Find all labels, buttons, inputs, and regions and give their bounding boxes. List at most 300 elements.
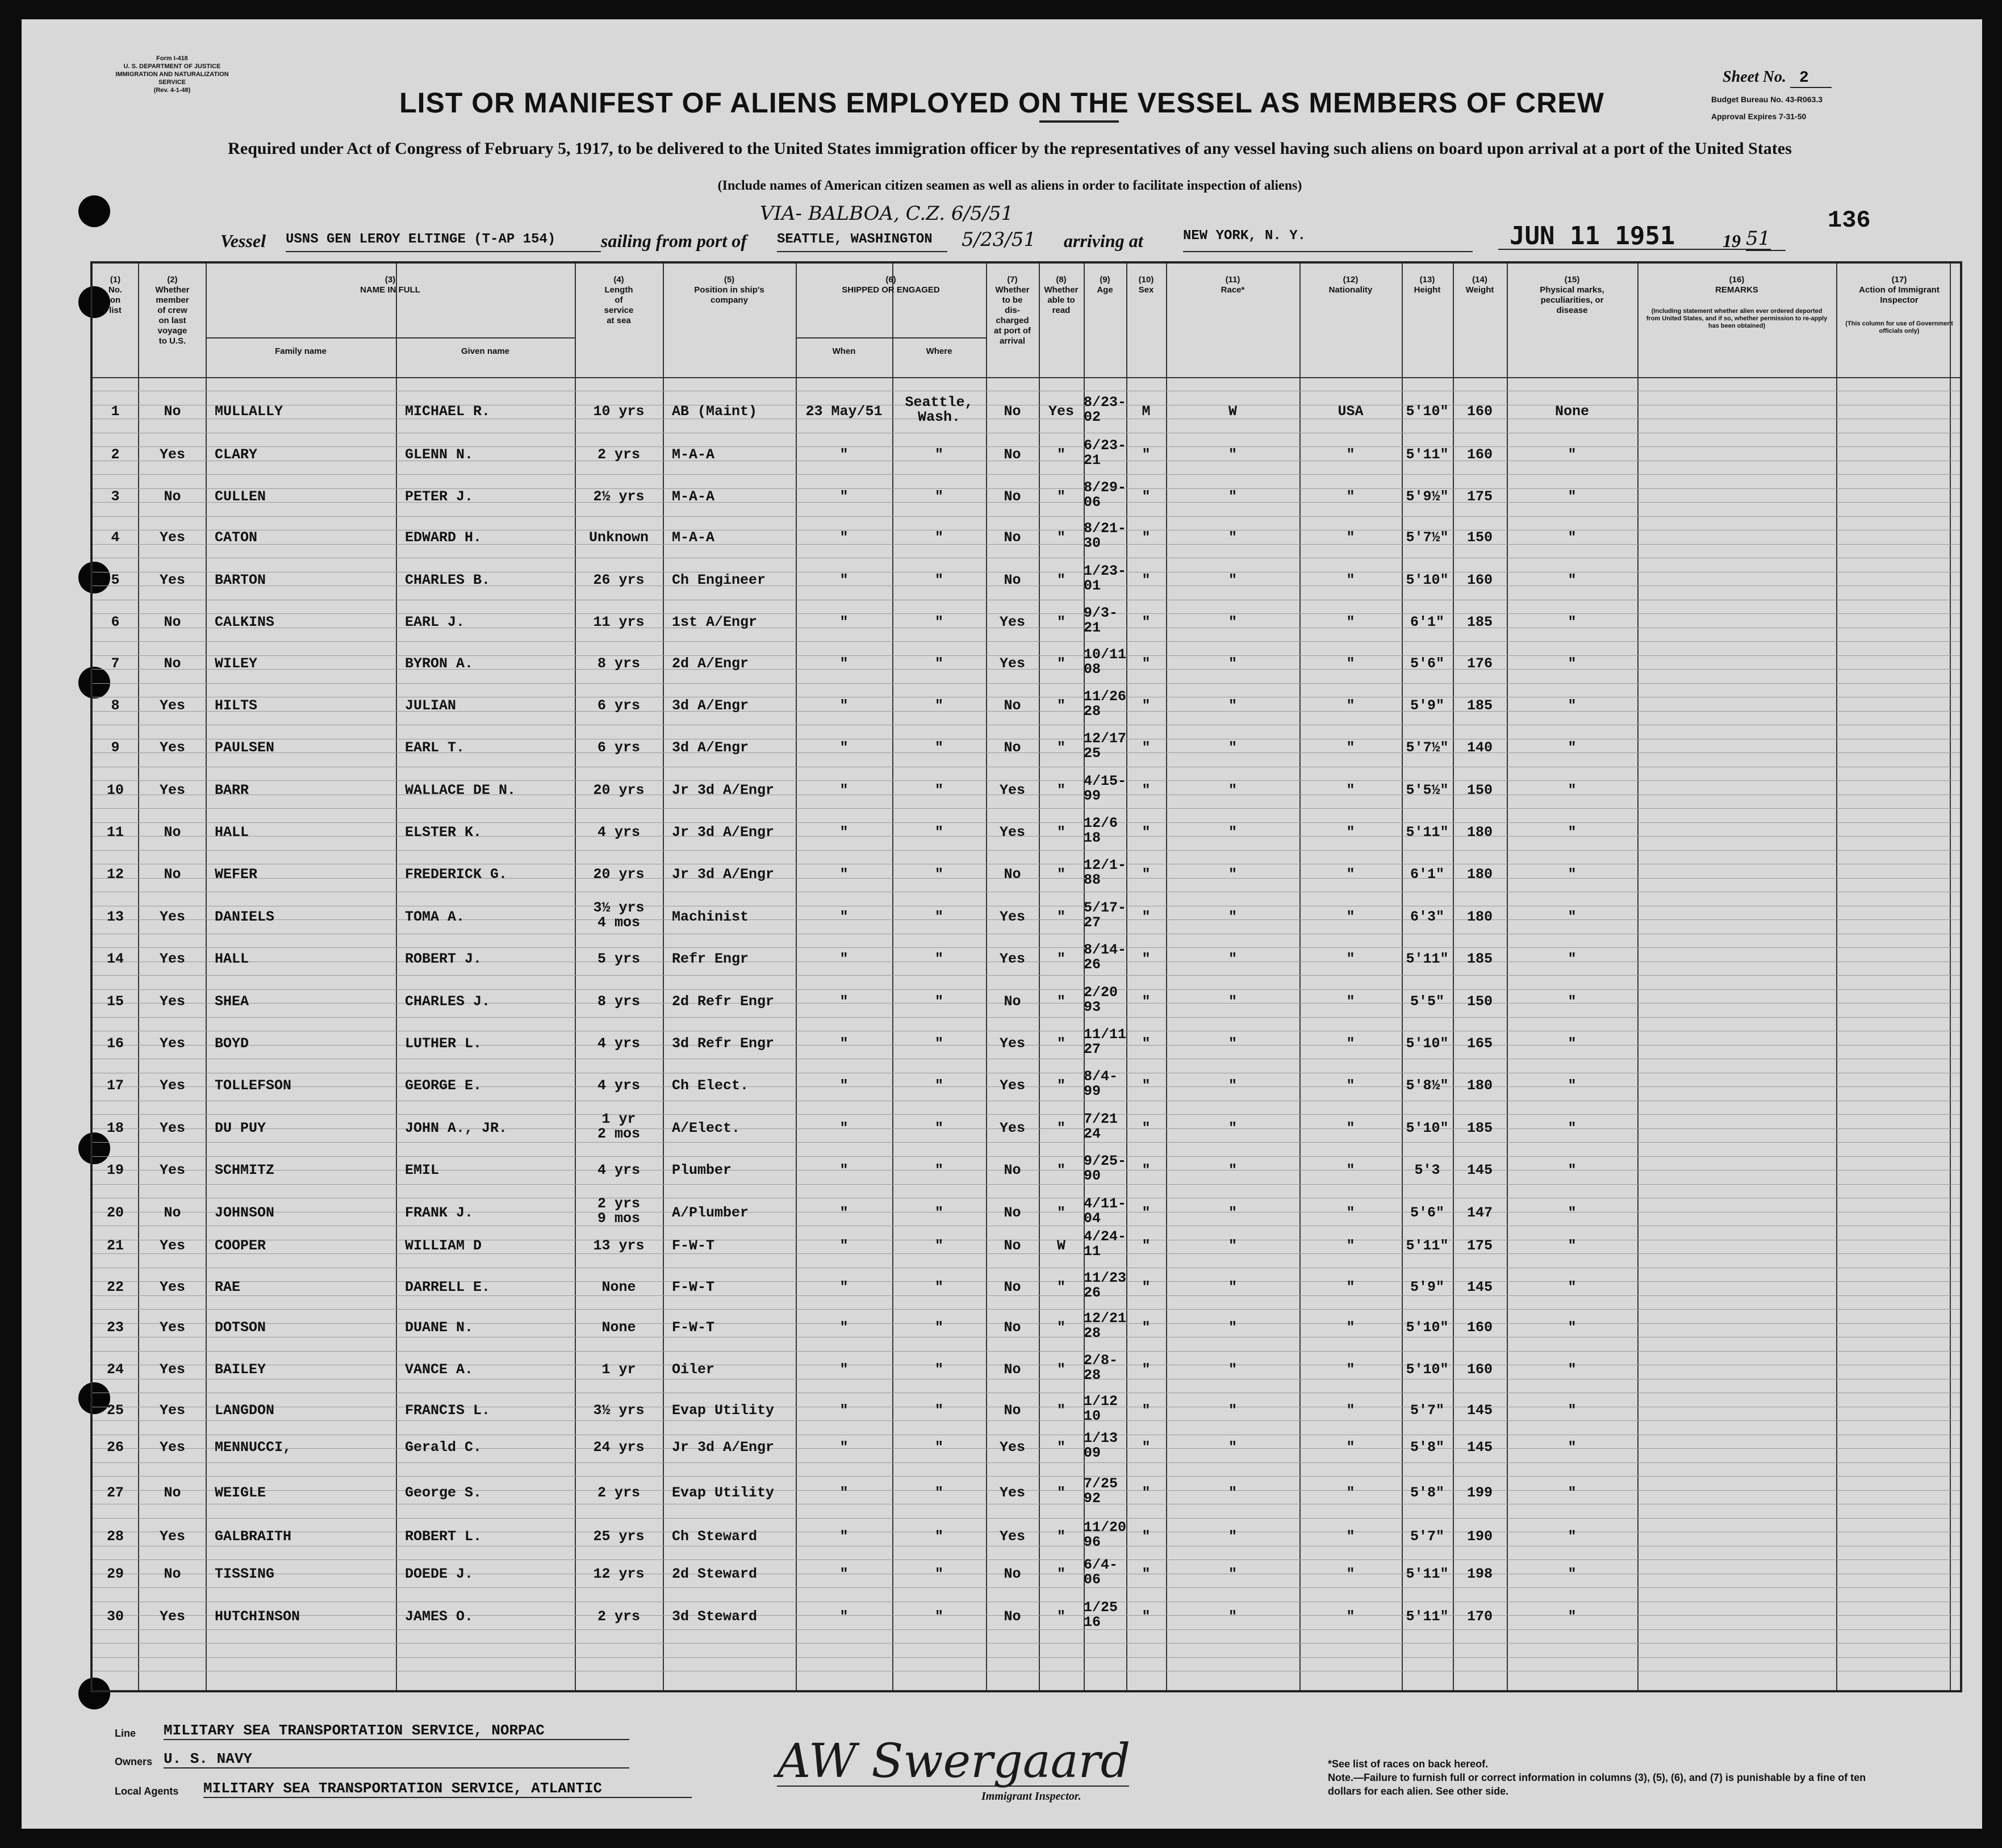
sheet-label: Sheet No. [1723,68,1786,86]
cell-age: 1/23- 01 [1084,563,1127,594]
cell-weight: 140 [1466,739,1493,756]
cell-race: " [1228,782,1237,798]
cell-position: M-A-A [672,446,715,463]
cell-position: F-W-T [672,1279,715,1295]
cell-read: " [1056,572,1065,588]
cell-where: " [934,824,943,841]
cell-weight: 160 [1466,446,1493,463]
cell-family: BARR [215,782,249,798]
cell-read: Yes [1048,403,1074,420]
cell-given: EDWARD H. [405,529,482,546]
cell-nat: " [1346,1439,1355,1456]
cell-service: 1 yr [601,1361,636,1378]
cell-given: TOMA A. [405,909,465,925]
col-header-given-name: Given name [461,346,510,356]
cell-given: WALLACE DE N. [405,782,516,798]
cell-where: " [934,1237,943,1254]
cell-no: 11 [106,824,124,841]
crew-table [90,261,1962,1692]
cell-height: 5'11" [1406,1566,1449,1582]
cell-family: BOYD [215,1035,249,1052]
cell-service: 2 yrs 9 mos [597,1195,640,1227]
cell-where: " [934,951,943,967]
cell-service: 8 yrs [597,993,640,1010]
cell-height: 5'10" [1406,1035,1449,1052]
cell-no: 2 [111,446,120,463]
cell-discharge: No [1004,993,1021,1010]
row-rule [93,1518,1960,1519]
col-header-height: (13) Height [1414,275,1441,295]
cell-age: 8/29- 06 [1084,479,1127,511]
cell-read: " [1056,866,1065,883]
cell-position: 2d Steward [672,1566,758,1582]
cell-family: JOHNSON [215,1205,275,1221]
cell-prev: No [164,1566,181,1582]
cell-prev: Yes [159,1162,185,1178]
cell-where: " [934,1439,943,1456]
cell-position: Ch Elect. [672,1077,749,1094]
cell-position: M-A-A [672,488,715,505]
cell-position: AB (Maint) [672,403,758,420]
cell-discharge: Yes [999,824,1025,841]
cell-family: CLARY [215,446,258,463]
cell-given: DOEDE J. [405,1566,474,1582]
cell-discharge: No [1004,866,1021,883]
cell-nat: " [1346,1566,1355,1582]
cell-no: 5 [111,572,120,588]
cell-marks: " [1568,1205,1577,1221]
cell-sex: " [1142,1162,1151,1178]
cell-sex: " [1142,1361,1151,1378]
cell-prev: No [164,1485,181,1501]
cell-when: " [839,446,849,463]
cell-age: 1/25 16 [1084,1599,1118,1630]
cell-weight: 150 [1466,529,1493,546]
col-header-weight: (14) Weight [1465,275,1494,295]
cell-where: " [934,909,943,925]
cell-sex: " [1142,1120,1151,1136]
line-label: Line [115,1728,136,1739]
cell-given: VANCE A. [405,1361,474,1378]
cell-family: GALBRAITH [215,1528,292,1545]
cell-weight: 185 [1466,1120,1493,1136]
cell-position: Plumber [672,1162,732,1178]
cell-read: " [1056,1361,1065,1378]
cell-position: F-W-T [672,1319,715,1336]
cell-when: " [839,572,849,588]
cell-sex: " [1142,739,1151,756]
arriving-label: arriving at [1064,231,1143,251]
cell-discharge: No [1004,697,1021,714]
cell-weight: 145 [1466,1439,1493,1456]
cell-race: " [1228,1402,1237,1419]
race-note: *See list of races on back hereof. [1328,1758,1489,1770]
cell-service: 13 yrs [593,1237,645,1254]
cell-nat: " [1346,1035,1355,1052]
cell-read: " [1056,993,1065,1010]
cell-given: DARRELL E. [405,1279,491,1295]
cell-service: 2 yrs [597,1608,640,1625]
cell-prev: Yes [159,993,185,1010]
row-rule [93,1184,1960,1185]
cell-weight: 160 [1466,1361,1493,1378]
cell-sex: " [1142,1077,1151,1094]
cell-race: " [1228,529,1237,546]
cell-age: 11/20 96 [1084,1519,1127,1550]
cell-nat: " [1346,866,1355,883]
col-header-previous-voyage: (2) Whether member of crew on last voyage to U.S. [155,275,190,346]
cell-height: 5'10" [1406,572,1449,588]
header-rule [93,377,1960,378]
cell-height: 5'10" [1406,1319,1449,1336]
cell-race: " [1228,739,1237,756]
cell-when: " [839,909,849,925]
cell-nat: " [1346,1162,1355,1178]
cell-height: 5'7" [1410,1528,1444,1545]
cell-service: 25 yrs [593,1528,645,1545]
cell-height: 5'9½" [1406,488,1449,505]
footnote-block [1328,1757,1896,1798]
cell-given: JOHN A., JR. [405,1120,508,1136]
row-rule [93,1114,1960,1115]
cell-sex: " [1142,614,1151,630]
cell-when: " [839,1608,849,1625]
cell-given: JULIAN [405,697,457,714]
cell-age: 10/11 08 [1084,646,1127,678]
cell-weight: 180 [1466,909,1493,925]
cell-position: Jr 3d A/Engr [672,782,775,798]
cell-given: CHARLES B. [405,572,491,588]
cell-nat: " [1346,1319,1355,1336]
cell-height: 5'11" [1406,1608,1449,1625]
cell-when: " [839,951,849,967]
cell-position: Ch Engineer [672,572,766,588]
cell-where: " [934,572,943,588]
cell-height: 5'7½" [1406,739,1449,756]
cell-height: 5'11" [1406,824,1449,841]
cell-where: " [934,866,943,883]
cell-family: BAILEY [215,1361,266,1378]
cell-weight: 145 [1466,1402,1493,1419]
cell-sex: " [1142,1528,1151,1545]
cell-where: " [934,1528,943,1545]
cell-marks: " [1568,1120,1577,1136]
cell-height: 5'11" [1406,446,1449,463]
service: IMMIGRATION AND NATURALIZATION SERVICE [115,71,229,86]
cell-when: " [839,1402,849,1419]
cell-discharge: No [1004,1237,1021,1254]
cell-read: " [1056,1608,1065,1625]
cell-discharge: No [1004,1361,1021,1378]
cell-given: George S. [405,1485,482,1501]
col-header-position: (5) Position in ship's company [694,275,764,305]
cell-race: " [1228,1237,1237,1254]
cell-age: 4/24- 11 [1084,1228,1127,1260]
cell-age: 8/21- 30 [1084,520,1127,551]
cell-no: 20 [106,1205,124,1221]
cell-read: " [1056,1162,1065,1178]
cell-when: " [839,1162,849,1178]
cell-no: 8 [111,697,120,714]
cell-family: CULLEN [215,488,266,505]
cell-race: " [1228,1566,1237,1582]
cell-position: Jr 3d A/Engr [672,1439,775,1456]
row-rule [93,1657,1960,1658]
cell-prev: No [164,866,181,883]
cell-prev: No [164,488,181,505]
cell-nat: USA [1338,403,1364,420]
row-rule [93,1629,1960,1630]
cell-when: " [839,782,849,798]
cell-service: None [601,1319,636,1336]
cell-service: 5 yrs [597,951,640,967]
cell-no: 25 [106,1402,124,1419]
cell-nat: " [1346,951,1355,967]
col-header-age: (9) Age [1097,275,1113,295]
cell-nat: " [1346,1120,1355,1136]
cell-when: " [839,1361,849,1378]
cell-discharge: Yes [999,782,1025,798]
cell-family: LANGDON [215,1402,275,1419]
cell-age: 9/3- 21 [1084,605,1118,636]
cell-height: 5'8" [1410,1485,1444,1501]
sailing-port: SEATTLE, WASHINGTON [777,232,947,252]
cell-position: 2d A/Engr [672,655,749,672]
cell-age: 7/25 92 [1084,1475,1118,1507]
cell-prev: Yes [159,1319,185,1336]
cell-family: WEFER [215,866,258,883]
cell-where: " [934,488,943,505]
cell-read: W [1056,1237,1065,1254]
arrival-date-stamp: JUN 11 1951 [1510,221,1675,250]
cell-sex: " [1142,1205,1151,1221]
remarks-note: (Including statement whether alien ever ordered deported from United States, and if so, whether permission to re-apply has been obtained) [1646,308,1828,329]
cell-given: Gerald C. [405,1439,482,1456]
cell-sex: " [1142,1439,1151,1456]
cell-read: " [1056,446,1065,463]
cell-weight: 160 [1466,403,1493,420]
cell-age: 8/4- 99 [1084,1068,1118,1099]
cell-given: DUANE N. [405,1319,474,1336]
cell-given: FRANK J. [405,1205,474,1221]
cell-marks: " [1568,993,1577,1010]
cell-position: Oiler [672,1361,715,1378]
cell-prev: Yes [159,1035,185,1052]
cell-race: " [1228,951,1237,967]
row-rule [93,1476,1960,1477]
cell-race: " [1228,446,1237,463]
cell-given: WILLIAM D [405,1237,482,1254]
cell-service: 24 yrs [593,1439,645,1456]
cell-sex: " [1142,909,1151,925]
cell-read: " [1056,1485,1065,1501]
cell-nat: " [1346,1077,1355,1094]
cell-position: 3d Steward [672,1608,758,1625]
cell-prev: Yes [159,739,185,756]
cell-family: RAE [215,1279,241,1295]
cell-when: " [839,1528,849,1545]
cell-where: " [934,1608,943,1625]
cell-discharge: Yes [999,951,1025,967]
cell-service: None [601,1279,636,1295]
cell-height: 5'7½" [1406,529,1449,546]
col-header-sex: (10) Sex [1138,275,1154,295]
cell-family: SCHMITZ [215,1162,275,1178]
cell-read: " [1056,1077,1065,1094]
cell-nat: " [1346,1205,1355,1221]
cell-age: 8/23- 02 [1084,394,1127,425]
cell-discharge: No [1004,1566,1021,1582]
cell-weight: 170 [1466,1608,1493,1625]
cell-read: " [1056,614,1065,630]
cell-read: " [1056,909,1065,925]
cell-when: " [839,866,849,883]
cell-given: EMIL [405,1162,440,1178]
cell-race: " [1228,488,1237,505]
cell-given: EARL T. [405,739,465,756]
cell-where: " [934,446,943,463]
cell-prev: Yes [159,1237,185,1254]
cell-service: Unknown [588,529,649,546]
cell-age: 5/17- 27 [1084,900,1127,931]
cell-weight: 190 [1466,1528,1493,1545]
cell-age: 12/17 25 [1084,730,1127,762]
cell-family: COOPER [215,1237,266,1254]
sailing-label: sailing from port of [601,231,747,251]
cell-when: " [839,1237,849,1254]
cell-family: HUTCHINSON [215,1608,300,1625]
row-rule [93,474,1960,475]
cell-no: 19 [106,1162,124,1178]
cell-where: " [934,1162,943,1178]
cell-height: 5'9" [1410,1279,1444,1295]
cell-position: 3d A/Engr [672,697,749,714]
cell-service: 12 yrs [593,1566,645,1582]
cell-discharge: Yes [999,1485,1025,1501]
cell-prev: Yes [159,1439,185,1456]
cell-marks: " [1568,824,1577,841]
cell-nat: " [1346,614,1355,630]
cell-service: 2 yrs [597,446,640,463]
cell-discharge: No [1004,1162,1021,1178]
cell-nat: " [1346,529,1355,546]
row-rule [93,683,1960,684]
cell-no: 27 [106,1485,124,1501]
cell-discharge: No [1004,403,1021,420]
cell-sex: " [1142,697,1151,714]
cell-position: Machinist [672,909,749,925]
cell-prev: No [164,655,181,672]
row-rule [93,1420,1960,1421]
cell-when: " [839,1205,849,1221]
cell-discharge: Yes [999,1120,1025,1136]
col-header-length-service: (4) Length of service at sea [604,275,634,325]
cell-where: " [934,697,943,714]
cell-height: 5'3 [1414,1162,1440,1178]
col-header-remarks: (16) REMARKS [1715,275,1758,295]
cell-prev: Yes [159,1528,185,1545]
cell-weight: 199 [1466,1485,1493,1501]
cell-nat: " [1346,446,1355,463]
cell-sex: " [1142,951,1151,967]
cell-no: 6 [111,614,120,630]
cell-marks: " [1568,909,1577,925]
row-rule [93,1156,1960,1157]
cell-where: " [934,993,943,1010]
cell-height: 5'8½" [1406,1077,1449,1094]
col-header-discharge: (7) Whether to be dis- charged at port of arrival [994,275,1031,346]
cell-height: 5'11" [1406,1237,1449,1254]
cell-nat: " [1346,824,1355,841]
cell-age: 9/25- 90 [1084,1153,1127,1184]
cell-family: WEIGLE [215,1485,266,1501]
cell-nat: " [1346,909,1355,925]
cell-marks: " [1568,1237,1577,1254]
cell-given: LUTHER L. [405,1035,482,1052]
cell-sex: " [1142,488,1151,505]
col-header-where: Where [926,346,952,356]
page-number: 136 [1828,207,1871,234]
subtitle-note: (Include names of American citizen seamen as well as aliens in order to facilitate inspection of aliens) [717,178,1302,193]
row-rule [93,808,1960,809]
cell-prev: Yes [159,782,185,798]
cell-height: 6'1" [1410,614,1444,630]
cell-nat: " [1346,488,1355,505]
cell-read: " [1056,739,1065,756]
cell-read: " [1056,488,1065,505]
cell-race: " [1228,993,1237,1010]
cell-weight: 180 [1466,866,1493,883]
cell-given: ELSTER K. [405,824,482,841]
cell-where: " [934,1566,943,1582]
cell-prev: Yes [159,1279,185,1295]
col-header-family-name: Family name [275,346,327,356]
cell-prev: No [164,1205,181,1221]
cell-height: 6'1" [1410,866,1444,883]
cell-given: CHARLES J. [405,993,491,1010]
punch-hole [78,195,110,227]
year-prefix: 19 [1723,231,1741,251]
cell-age: 12/1- 88 [1084,857,1127,888]
cell-race: " [1228,1279,1237,1295]
cell-age: 2/20 93 [1084,984,1118,1015]
row-rule [93,850,1960,851]
col-header-name: (3) NAME IN FULL [360,275,420,295]
cell-where: " [934,1319,943,1336]
cell-where: " [934,1279,943,1295]
cell-when: " [839,1485,849,1501]
col-header-physical-marks: (15) Physical marks, peculiarities, or disease [1540,275,1604,315]
cell-nat: " [1346,1528,1355,1545]
cell-position: Evap Utility [672,1485,775,1501]
via-note: VIA- BALBOA, C.Z. 6/5/51 [760,202,1014,225]
cell-family: HILTS [215,697,258,714]
cell-position: Evap Utility [672,1402,775,1419]
cell-given: GLENN N. [405,446,474,463]
cell-height: 6'3" [1410,909,1444,925]
cell-race: W [1228,403,1237,420]
cell-marks: " [1568,739,1577,756]
cell-family: HALL [215,951,249,967]
cell-marks: " [1568,1035,1577,1052]
row-rule [93,516,1960,517]
cell-service: 4 yrs [597,824,640,841]
cell-when: " [839,697,849,714]
cell-sex: " [1142,655,1151,672]
cell-sex: " [1142,1279,1151,1295]
cell-height: 5'6" [1410,1205,1444,1221]
cell-nat: " [1346,1279,1355,1295]
